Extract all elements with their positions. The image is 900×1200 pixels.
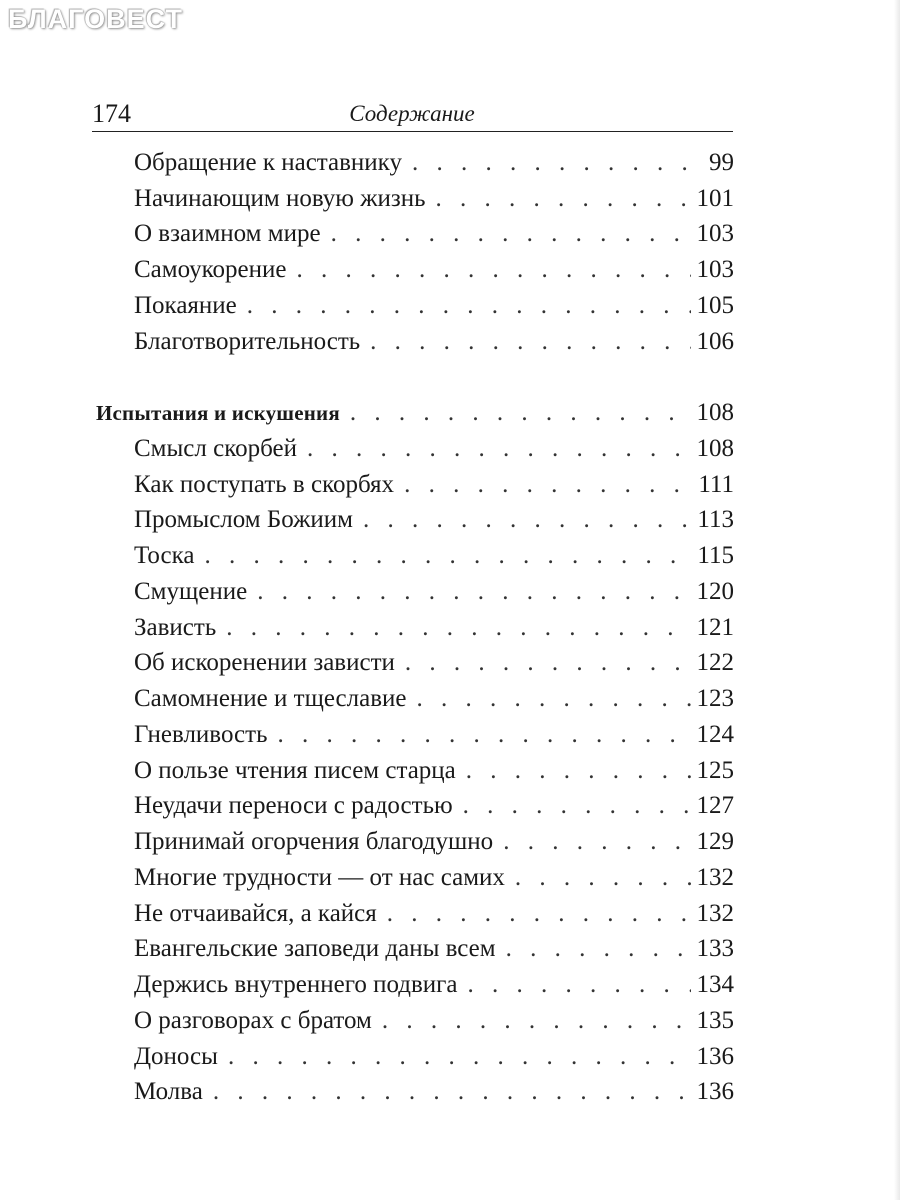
dot-leader (204, 538, 691, 574)
toc-entry (134, 717, 734, 753)
toc-entry (134, 681, 734, 717)
running-title: Содержание (349, 101, 475, 126)
toc-entry-page: 135 (696, 1007, 734, 1034)
toc-entry-title: О взаимном мире (134, 220, 321, 247)
toc-entry (134, 610, 734, 646)
toc-section-page: 108 (696, 399, 734, 426)
toc-entry-page: 127 (696, 792, 734, 819)
toc-entry (134, 252, 734, 288)
toc-entry-title: Смущение (134, 578, 248, 605)
toc-entry-page: 103 (696, 256, 734, 283)
dot-leader (257, 574, 690, 610)
toc-entry-title: Смысл скорбей (134, 435, 297, 462)
dot-leader (436, 181, 691, 217)
toc-entry-page: 120 (696, 578, 734, 605)
page-header (92, 98, 732, 130)
dot-leader (387, 896, 691, 932)
dot-leader (307, 431, 691, 467)
toc-entry-page: 99 (709, 149, 734, 176)
toc-entry-title: Евангельские заповеди даны всем (134, 935, 496, 962)
page-number: 174 (92, 99, 131, 128)
toc-entry (134, 145, 734, 181)
toc-entry-title: Благотворительность (134, 328, 361, 355)
toc-entry-page: 108 (696, 435, 734, 462)
toc-entry-page: 121 (696, 614, 734, 641)
toc-entry-page: 136 (696, 1043, 734, 1070)
page-edge-shadow (894, 0, 900, 1200)
toc-entry-page: 113 (697, 506, 734, 533)
toc-entry-title: Как поступать в скорбях (134, 471, 395, 498)
toc-entry-title: Об искоренении зависти (134, 649, 395, 676)
toc-entry-page: 111 (698, 471, 734, 498)
toc-entry-title: О пользе чтения писем старца (134, 757, 456, 784)
toc-entry-page: 132 (696, 864, 734, 891)
toc-entry-title: Самомнение и тщеславие (134, 685, 407, 712)
toc-entry-title: Самоукорение (134, 256, 287, 283)
toc-entry (134, 1003, 734, 1039)
dot-leader (296, 252, 690, 288)
dot-leader (466, 753, 691, 789)
toc-entry-title: Доносы (134, 1043, 218, 1070)
watermark-logo: БЛАГОВЕСТ (8, 4, 183, 34)
toc-entry (134, 645, 734, 681)
toc-entry (134, 1074, 734, 1110)
dot-leader (506, 931, 691, 967)
dot-leader (468, 967, 691, 1003)
toc-entry (134, 324, 734, 360)
toc-section-heading (96, 395, 734, 431)
toc-entry-page: 133 (696, 935, 734, 962)
dot-leader (404, 467, 692, 503)
toc-entry-title: Обращение к наставнику (134, 149, 402, 176)
dot-leader (370, 324, 690, 360)
toc-entry (134, 788, 734, 824)
toc-entry (134, 181, 734, 217)
dot-leader (226, 610, 690, 646)
dot-leader (405, 645, 691, 681)
toc-entry-page: 106 (696, 328, 734, 355)
dot-leader (213, 1074, 691, 1110)
toc-entry (134, 1039, 734, 1075)
toc-entry (134, 967, 734, 1003)
dot-leader (417, 681, 691, 717)
dot-leader (277, 717, 690, 753)
toc-entry-page: 129 (696, 828, 734, 855)
toc-entry-page: 101 (696, 185, 734, 212)
toc-entry-title: Промыслом Божиим (134, 506, 353, 533)
toc-entry (134, 467, 734, 503)
toc-entry (134, 538, 734, 574)
dot-leader (503, 824, 690, 860)
toc-entry-page: 105 (696, 292, 734, 319)
toc-entry-page: 124 (696, 721, 734, 748)
dot-leader (515, 860, 691, 896)
toc-entry-page: 125 (696, 757, 734, 784)
dot-leader (331, 216, 691, 252)
dot-leader (228, 1039, 691, 1075)
toc-entry-title: Принимай огорчения благодушно (134, 828, 494, 855)
toc-entry (134, 216, 734, 252)
dot-leader (350, 395, 691, 431)
toc-entry-title: Гневливость (134, 721, 268, 748)
dot-leader (247, 288, 691, 324)
toc-entry (134, 502, 734, 538)
toc-entry-title: Зависть (134, 614, 217, 641)
toc-entry (134, 288, 734, 324)
toc-entry-title: Тоска (134, 542, 195, 569)
toc-entry (134, 574, 734, 610)
toc-entry-title: О разговорах с братом (134, 1007, 372, 1034)
toc-entry (134, 431, 734, 467)
toc-entry-page: 132 (696, 900, 734, 927)
header-rule (92, 131, 733, 132)
toc-entry-page: 123 (696, 685, 734, 712)
dot-leader (382, 1003, 691, 1039)
toc-entry-title: Неудачи переноси с радостью (134, 792, 453, 819)
toc-entry-title: Покаяние (134, 292, 237, 319)
toc-entry-page: 122 (696, 649, 734, 676)
dot-leader (363, 502, 691, 538)
toc-entry-title: Не отчаивайся, а кайся (134, 900, 377, 927)
toc-entry-page: 115 (697, 542, 734, 569)
dot-leader (412, 145, 703, 181)
toc-entry-title: Держись внутреннего подвига (134, 971, 458, 998)
toc-entry (134, 753, 734, 789)
toc-entry (134, 860, 734, 896)
toc-section-title: Испытания и искушения (96, 401, 340, 425)
toc-entry-page: 136 (696, 1078, 734, 1105)
toc-entry-page: 134 (696, 971, 734, 998)
toc-entry (134, 931, 734, 967)
toc-entry (134, 824, 734, 860)
toc-entry-page: 103 (696, 220, 734, 247)
toc-entry-title: Начинающим новую жизнь (134, 185, 426, 212)
toc-entry-title: Многие трудности — от нас самих (134, 864, 505, 891)
toc-entry (134, 896, 734, 932)
toc-entry-title: Молва (134, 1078, 203, 1105)
dot-leader (463, 788, 691, 824)
